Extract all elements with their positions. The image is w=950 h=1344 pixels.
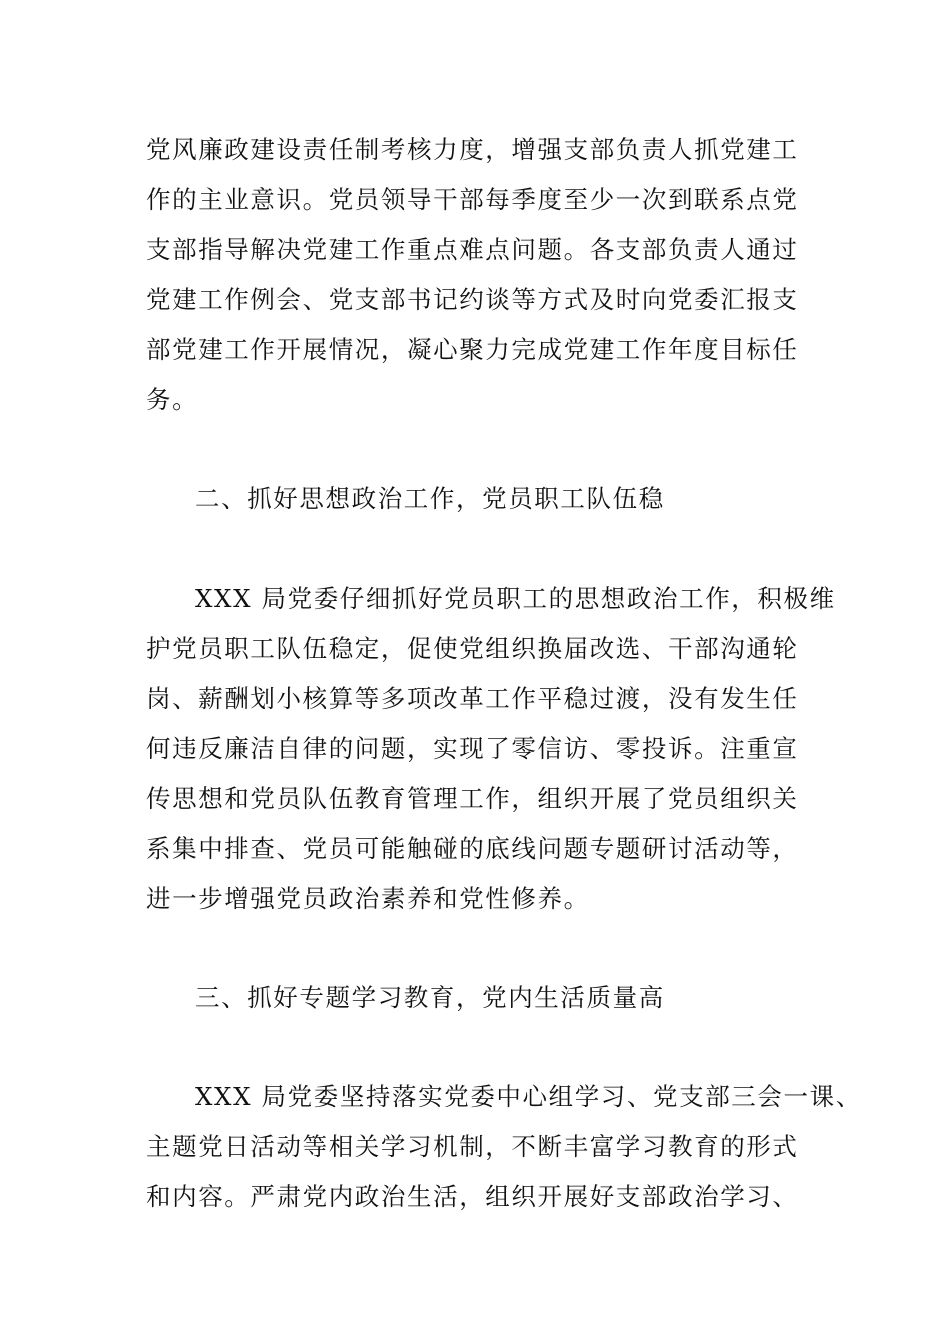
paragraph-line: XXX 局党委仔细抓好党员职工的思想政治工作，积极维 (195, 584, 836, 613)
paragraph-line: 务。 (146, 385, 199, 414)
paragraph-line: 进一步增强党员政治素养和党性修养。 (146, 884, 590, 913)
paragraph-line: 党风廉政建设责任制考核力度，增强支部负责人抓党建工 (146, 135, 799, 164)
paragraph-line: 护党员职工队伍稳定，促使党组织换届改选、干部沟通轮 (146, 634, 799, 663)
paragraph-line: 部党建工作开展情况，凝心聚力完成党建工作年度目标任 (146, 335, 799, 364)
paragraph-line: 作的主业意识。党员领导干部每季度至少一次到联系点党 (146, 185, 799, 214)
paragraph-line: 党建工作例会、党支部书记约谈等方式及时向党委汇报支 (146, 285, 799, 314)
paragraph-line: 系集中排查、党员可能触碰的底线问题专题研讨活动等， (146, 834, 799, 863)
paragraph-line: 岗、薪酬划小核算等多项改革工作平稳过渡，没有发生任 (146, 684, 799, 713)
paragraph-line: 主题党日活动等相关学习机制，不断丰富学习教育的形式 (146, 1132, 799, 1161)
section-heading-3: 三、抓好专题学习教育，党内生活质量高 (195, 983, 665, 1012)
paragraph-line: 支部指导解决党建工作重点难点问题。各支部负责人通过 (146, 235, 799, 264)
section-heading-2: 二、抓好思想政治工作，党员职工队伍稳 (195, 484, 665, 513)
paragraph-line: 何违反廉洁自律的问题，实现了零信访、零投诉。注重宣 (146, 734, 799, 763)
paragraph-line: 传思想和党员队伍教育管理工作，组织开展了党员组织关 (146, 784, 799, 813)
paragraph-line: XXX 局党委坚持落实党委中心组学习、党支部三会一课、 (195, 1082, 862, 1111)
paragraph-line: 和内容。严肃党内政治生活，组织开展好支部政治学习、 (146, 1182, 799, 1211)
